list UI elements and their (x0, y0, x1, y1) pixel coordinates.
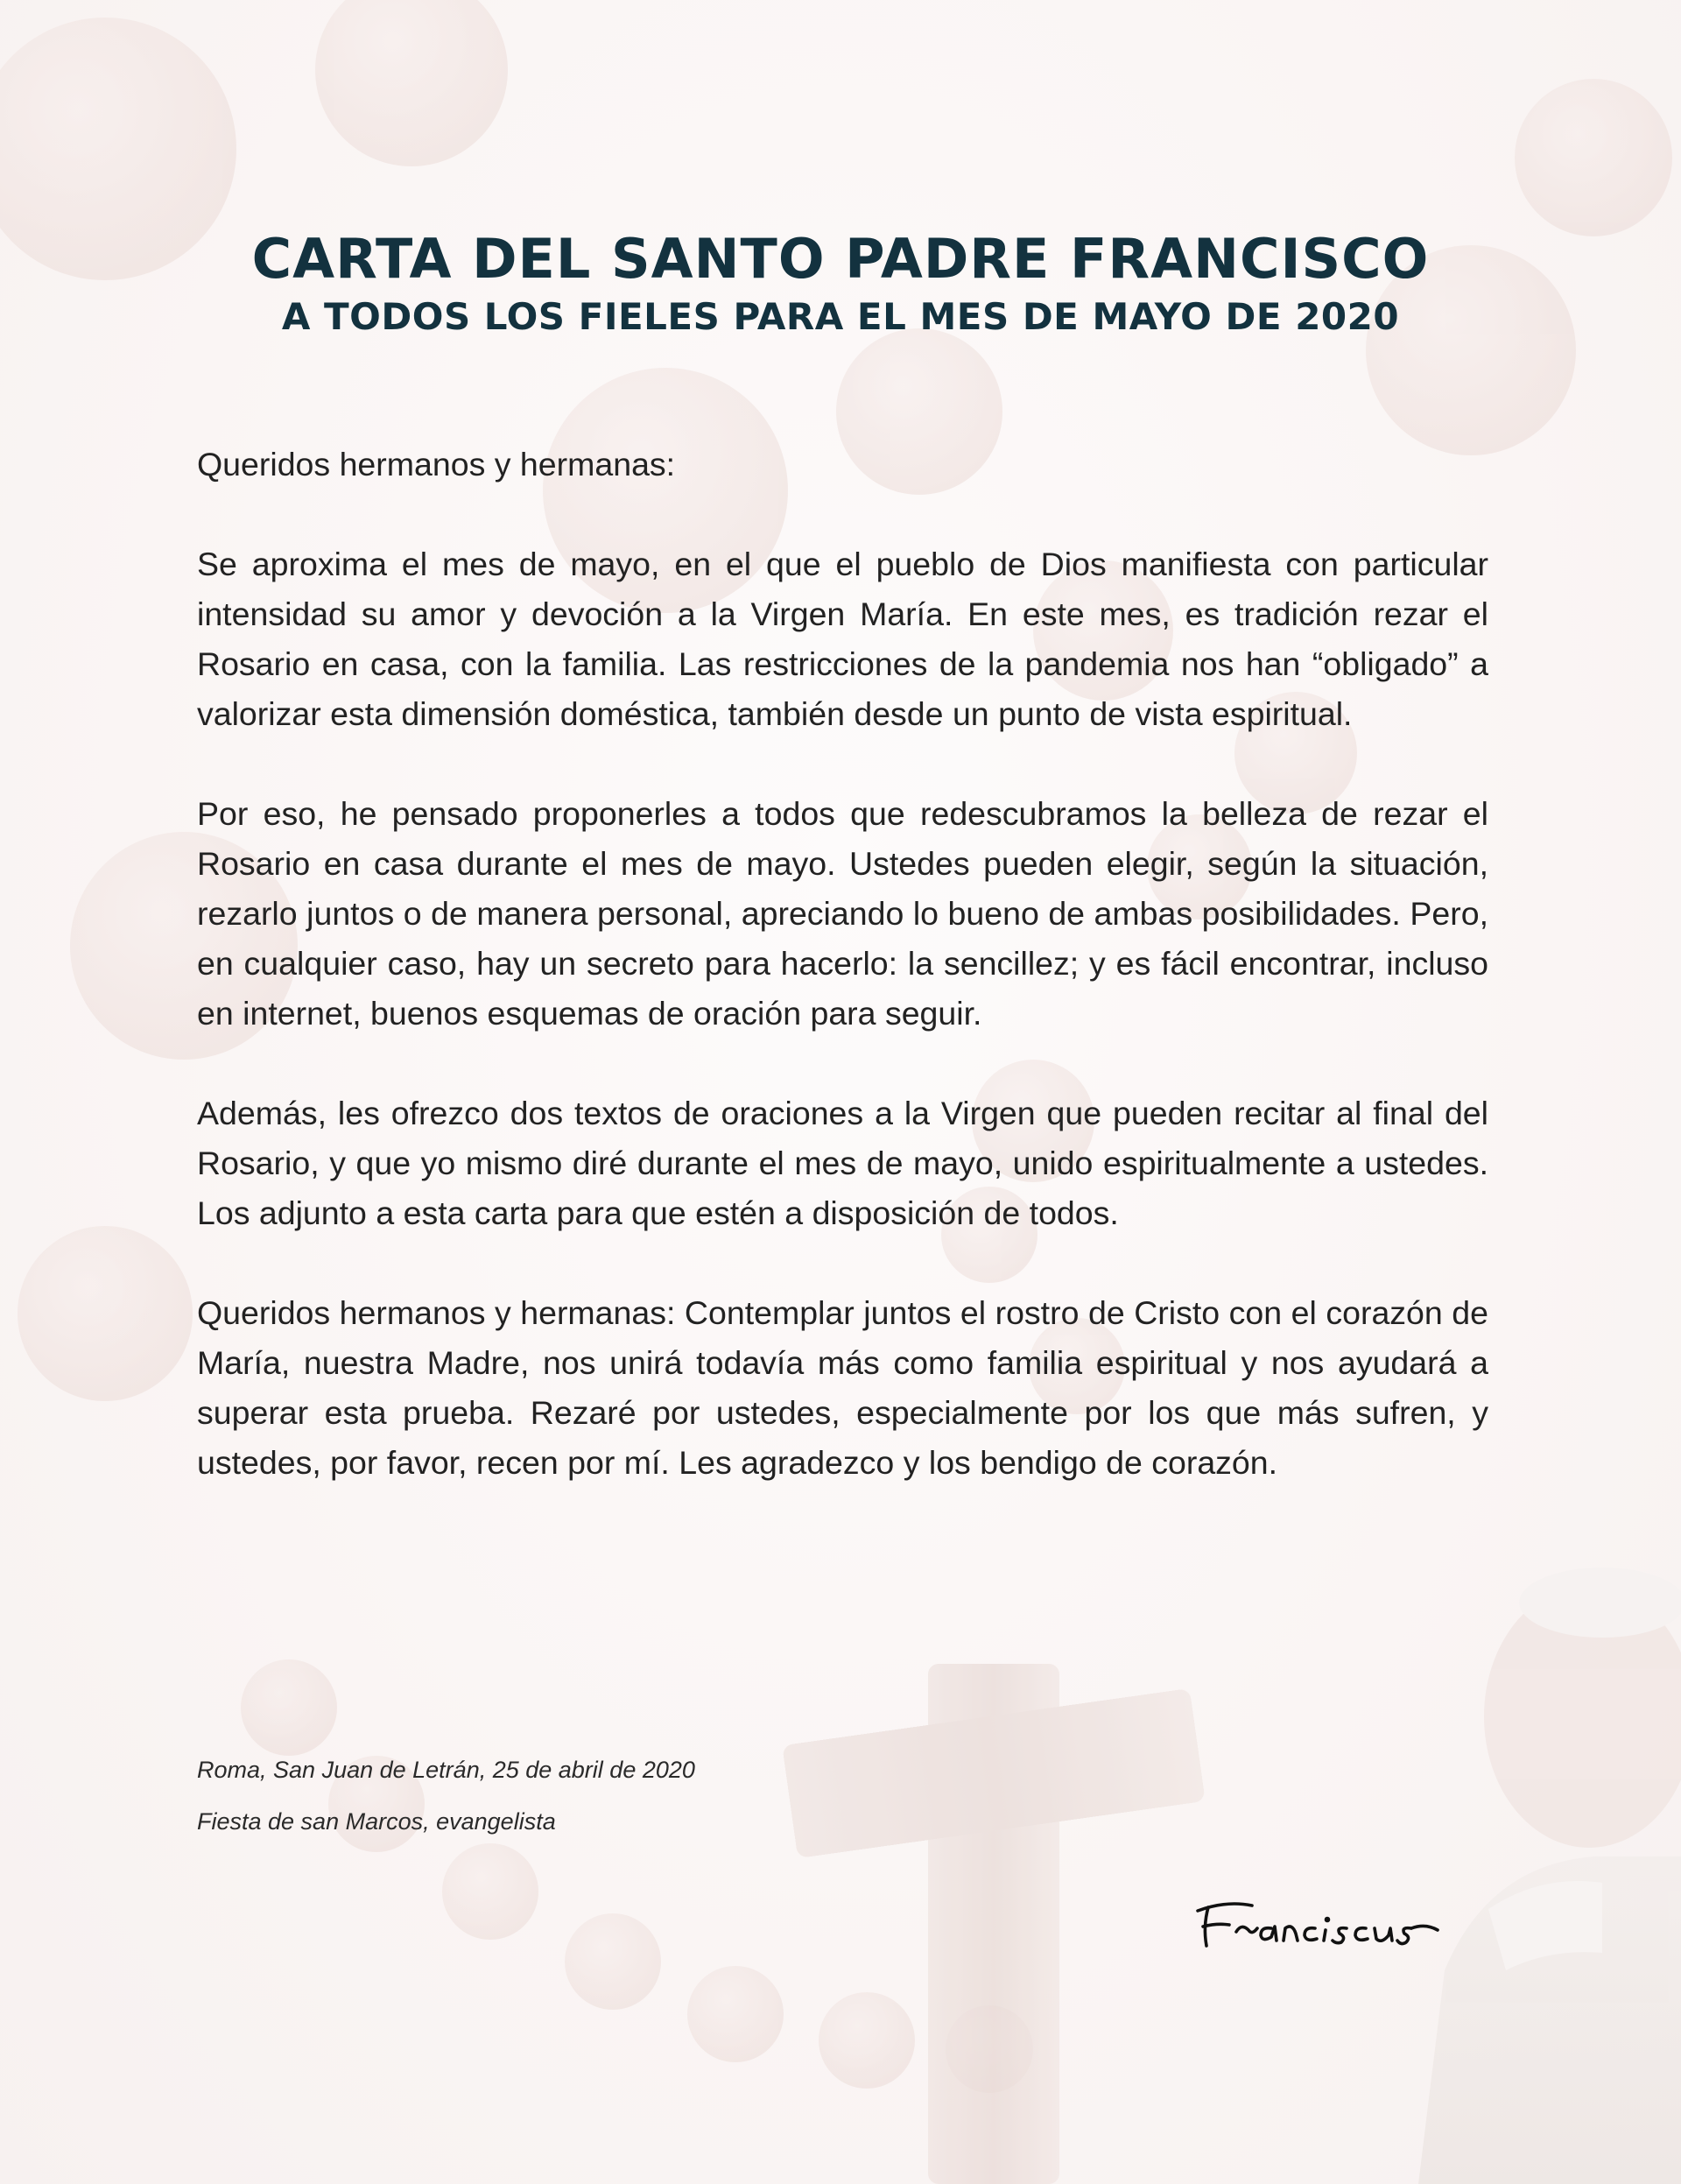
cross-shape (782, 1664, 1206, 2184)
body-paragraph-2: Por eso, he pensado proponerles a todos que redescubramos la belleza de rezar el Rosario en casa durante el mes de mayo. Ustedes pueden elegir, según la situación, rezarlo juntos o de manera personal, apreciando lo bueno de ambas posibilidades. Pero, en cualquier caso, hay un secreto para hacerlo: la sencillez; y es fácil encontrar, incluso en internet, buenos esquemas de oración para seguir. (197, 795, 1488, 1032)
letter-title: CARTA DEL SANTO PADRE FRANCISCO (251, 227, 1430, 291)
letter-header (0, 226, 1681, 342)
feast-line: Fiesta de san Marcos, evangelista (197, 1808, 556, 1835)
figure-silhouette (1418, 1568, 1681, 2184)
letter-body (197, 440, 1488, 1538)
body-paragraph-4: Queridos hermanos y hermanas: Contemplar juntos el rostro de Cristo con el corazón de María, nuestra Madre, nos unirá todavía más como familia espiritual y nos ayudará a superar esta prueba. Rezaré por ustedes, especialmente por los que más sufren, y ustedes, por favor, recen por mí. Les agradezco y los bendigo de corazón. (197, 1294, 1488, 1481)
letter-subtitle: A TODOS LOS FIELES PARA EL MES DE MAYO DE 2020 (281, 295, 1400, 338)
body-paragraph-3: Además, les ofrezco dos textos de oraciones a la Virgen que pueden recitar al final del Rosario, y que yo mismo diré durante el mes de mayo, unido espiritualmente a ustedes. Los adjunto a esta carta para que estén a disposición de todos. (197, 1095, 1488, 1231)
handwritten-signature (1191, 1892, 1480, 1970)
greeting-paragraph: Queridos hermanos y hermanas: (197, 446, 676, 483)
signature-text (1191, 1892, 1480, 1970)
body-paragraph-1: Se aproxima el mes de mayo, en el que el pueblo de Dios manifiesta con particular intensidad su amor y devoción a la Virgen María. En este mes, es tradición rezar el Rosario en casa, con la familia. Las restricciones de la pandemia nos han “obligado” a valorizar esta dimensión doméstica, también desde un punto de vista espiritual. (197, 546, 1488, 732)
place-date: Roma, San Juan de Letrán, 25 de abril de 2020 (197, 1757, 695, 1783)
letter-footer (197, 1744, 695, 1848)
